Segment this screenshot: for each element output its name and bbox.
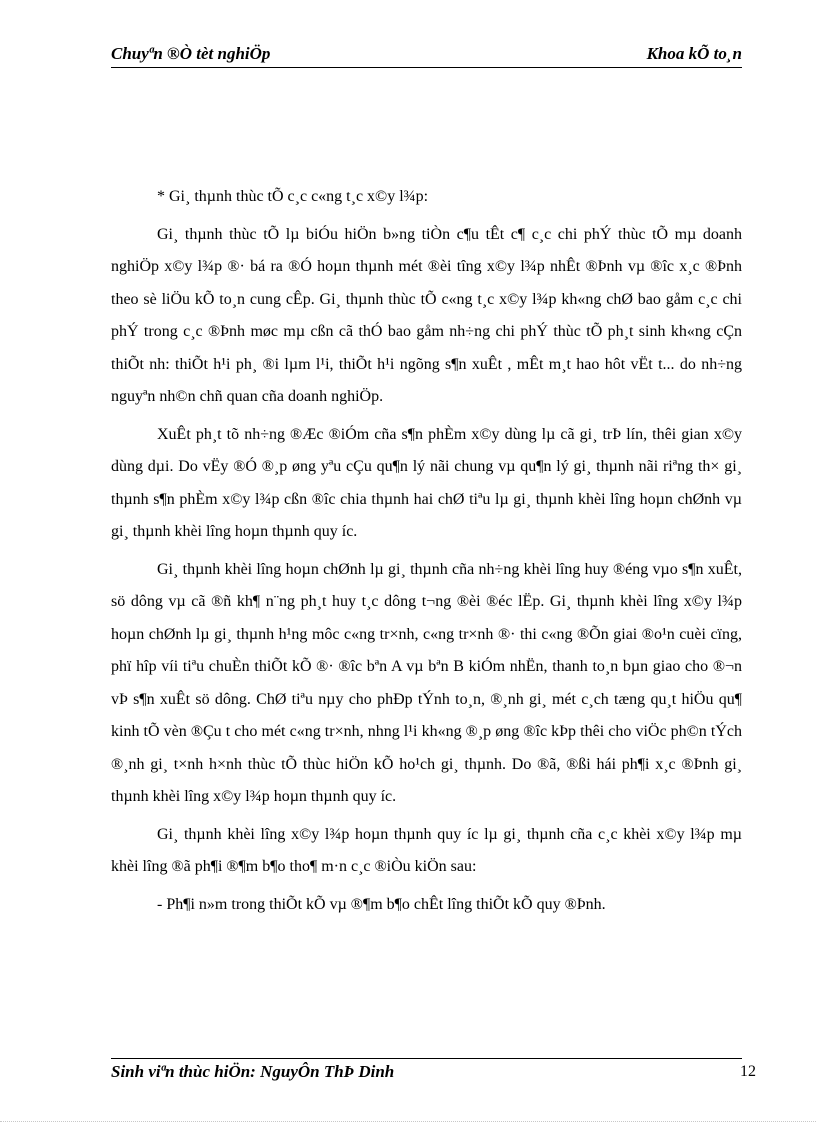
section-heading: * Gi¸ thµnh thùc tÕ c¸c c«ng t¸c x©y l¾p: — [157, 188, 429, 205]
footer-author: Sinh viªn thùc hiÖn: NguyÔn ThÞ Dinh — [111, 1062, 395, 1081]
paragraph: Gi¸ thµnh khèi lîng x©y l¾p hoµn thµnh quy íc lµ gi¸ thµnh cña c¸c khèi x©y l¾p mµ khèi lîng ®ã ph¶i ®¶m b¶o tho¶ m·n c¸c ®iÒu kiÖn sau: — [111, 825, 742, 875]
footer-rule — [111, 1058, 742, 1059]
header-rule — [111, 67, 742, 68]
header-faculty: Khoa kÕ to¸n — [646, 44, 742, 63]
page-number: 12 — [740, 1063, 756, 1080]
header-thesis-title: Chuyªn ®Ò tèt nghiÖp — [111, 44, 271, 63]
paragraph: Gi¸ thµnh khèi lîng hoµn chØnh lµ gi¸ thµnh cña nh÷ng khèi lîng huy ®éng vµo s¶n xuÊt, sö dông vµ cã ®ñ kh¶ n¨ng ph¸t huy t¸c dông t¬ng ®èi ®éc lËp. Gi¸ thµnh khèi lîng x©y l¾p hoµn chØnh lµ gi¸ thµnh h¹ng môc c«ng tr×nh, c«ng tr×nh ®· thi c«ng ®Õn giai ®o¹n cuèi cïng, phï hîp víi tiªu chuÈn thiÕt kÕ ®· ®îc bªn A vµ bªn B kiÓm nhËn, thanh to¸n bµn giao cho ®¬n vÞ s¶n xuÊt sö dông. ChØ tiªu nµy cho phÐp tÝnh to¸n, ®¸nh gi¸ mét c¸ch tæng qu¸t hiÖu qu¶ kinh tÕ vèn ®Çu t cho mét c«ng tr×nh, nhng l¹i kh«ng ®¸p øng ®îc kÞp thêi cho viÖc ph©n tÝch ®¸nh gi¸ t×nh h×nh thùc tÕ thùc hiÖn kÕ ho¹ch gi¸ thµnh. Do ®ã, ®ßi hái ph¶i x¸c ®Þnh gi¸ thµnh khèi lîng x©y l¾p hoµn thµnh quy íc. — [111, 560, 742, 805]
paragraph: Gi¸ thµnh thùc tÕ lµ biÓu hiÖn b»ng tiÒn c¶u tÊt c¶ c¸c chi phÝ thùc tÕ mµ doanh nghiÖp x©y l¾p ®· bá ra ®Ó hoµn thµnh mét ®èi tîng x©y l¾p nhÊt ®Þnh vµ ®îc x¸c ®Þnh theo sè liÖu kÕ to¸n cung cÊp. Gi¸ thµnh thùc tÕ c«ng t¸c x©y l¾p kh«ng chØ bao gåm c¸c chi phÝ trong c¸c ®Þnh møc mµ cßn cã thÓ bao gåm nh÷ng chi phÝ thùc tÕ ph¸t sinh kh«ng cÇn thiÕt nh: thiÕt h¹i ph¸ ®i lµm l¹i, thiÕt h¹i ngõng s¶n xuÊt , mÊt m¸t hao hôt vËt t... do nh÷ng nguyªn nh©n chñ quan cña doanh nghiÖp. — [111, 225, 742, 405]
paragraph: - Ph¶i n»m trong thiÕt kÕ vµ ®¶m b¶o chÊt lîng thiÕt kÕ quy ®Þnh. — [157, 895, 606, 913]
paragraph: XuÊt ph¸t tõ nh÷ng ®Æc ®iÓm cña s¶n phÈm x©y dùng lµ cã gi¸ trÞ lín, thêi gian x©y dùng dµi. Do vËy ®Ó ®¸p øng yªu cÇu qu¶n lý nãi chung vµ qu¶n lý gi¸ thµnh nãi riªng th× gi¸ thµnh s¶n phÈm x©y l¾p cßn ®îc chia thµnh hai chØ tiªu lµ gi¸ thµnh khèi lîng hoµn chØnh vµ gi¸ thµnh khèi lîng hoµn thµnh quy íc. — [111, 425, 742, 540]
page-header — [111, 44, 742, 68]
body-text — [111, 181, 742, 926]
